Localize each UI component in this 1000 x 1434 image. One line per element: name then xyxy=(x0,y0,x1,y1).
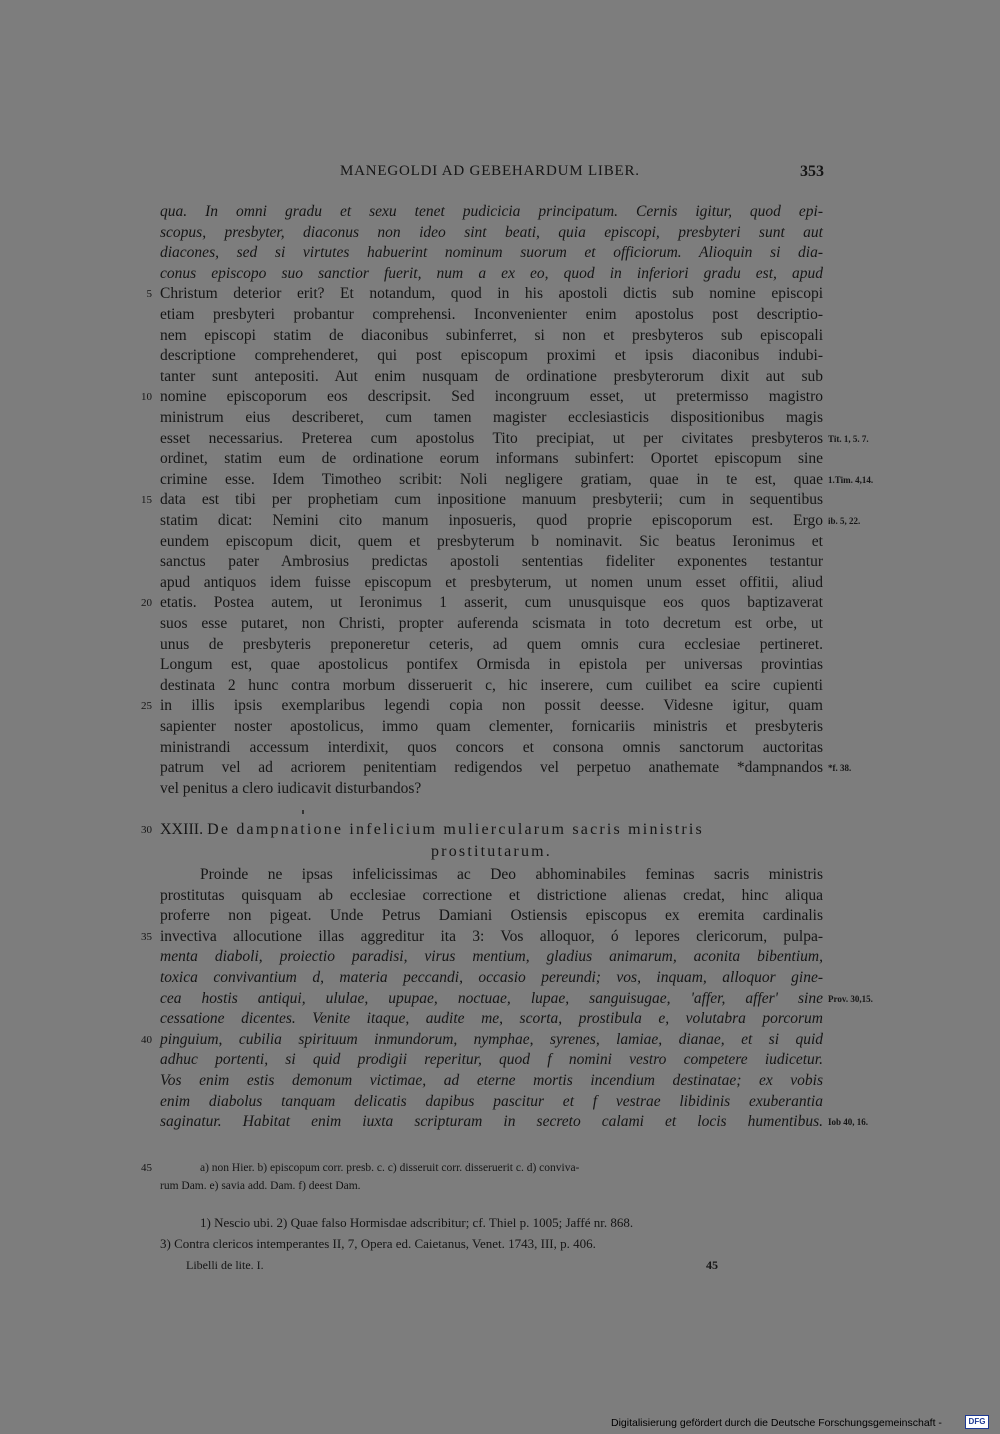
text-line: cea hostis antiqui, ululae, upupae, noctuae, lupae, sanguisugae, 'affer, affer' sine xyxy=(160,989,823,1007)
margin-citation: Tit. 1, 5. 7. xyxy=(828,433,869,444)
line-number: 25 xyxy=(141,700,152,713)
text-line: enim diabolus tanquam delicatis dapibus pascitur et f vestrae libidinis exuberantia xyxy=(160,1092,823,1110)
text-line: sanctus pater Ambrosius predictas apostoli sententias fideliter exponentes testantur xyxy=(160,553,823,571)
section-divider xyxy=(302,810,304,814)
text-line: nem episcopi statim de diaconibus subinferret, si non et presbyteros sub episcopali xyxy=(160,326,823,344)
line-number: 30 xyxy=(141,824,152,836)
margin-citation: 1.Tim. 4,14. xyxy=(828,474,874,485)
apparatus-line-2: rum Dam. e) savia add. Dam. f) deest Dam. xyxy=(160,1180,361,1192)
text-line: esset necessarius. Preterea cum apostolus Tito precipiat, ut per civitates presbyteros xyxy=(160,429,823,447)
signature-right: 45 xyxy=(706,1258,718,1272)
text-line: crimine esse. Idem Timotheo scribit: Noli negligere gratiam, quae in te est, quae xyxy=(160,470,823,488)
line-number: 15 xyxy=(141,494,152,507)
signature-left: Libelli de lite. I. xyxy=(186,1258,264,1272)
reference-note-1: 1) Nescio ubi. 2) Quae falso Hormisdae adscribitur; cf. Thiel p. 1005; Jaffé nr. 868. xyxy=(200,1215,634,1230)
text-line: invectiva allocutione illas aggreditur ita 3: Vos alloquor, ó lepores clericorum, pulpa- xyxy=(160,927,823,945)
apparatus-line-1: a) non Hier. b) episcopum corr. presb. c. c) disseruit corr. disseruerit c. d) conviva- xyxy=(200,1162,580,1174)
text-line: Proinde ne ipsas infelicissimas ac Deo abhominabiles feminas sacris ministris xyxy=(200,866,823,883)
text-line: prostitutas quisquam ab ecclesiae correctione et districtione alienas credat, hinc aliqua xyxy=(160,886,823,904)
margin-citation: Iob 40, 16. xyxy=(828,1117,869,1128)
text-line: destinata 2 hunc contra morbum disseruerit c, hic inserere, cum cuilibet ea scire cupienti xyxy=(160,676,823,694)
line-number: 20 xyxy=(141,597,152,610)
text-line: pinguium, cubilia spirituum inmundorum, nymphae, syrenes, lamiae, dianae, et si quid xyxy=(160,1030,823,1048)
text-line: scopus, presbyter, diaconus non ideo sint beati, quia episcopi, presbyteri sunt aut xyxy=(160,223,823,241)
text-line: in illis ipsis exemplaribus legendi copia non possit deesse. Videsne igitur, quam xyxy=(160,697,823,715)
chapter-title-continued: prostitutarum. xyxy=(430,843,552,860)
margin-citation: Prov. 30,15. xyxy=(828,993,873,1004)
text-line: adhuc portenti, si quid prodigii reperitur, quod f nomini vestro competere iudicetur. xyxy=(160,1051,823,1069)
text-line: saginatur. Habitat enim iuxta scripturam in secreto calami et locis humentibus. xyxy=(160,1113,823,1131)
text-line: eundem episcopum dicit, quem et presbyterum b nominavit. Sic beatus Ieronimus et xyxy=(160,532,823,550)
text-line: qua. In omni gradu et sexu tenet pudicicia principatum. Cernis igitur, quod epi- xyxy=(160,203,823,220)
margin-citation: *f. 38. xyxy=(828,763,852,774)
text-line: ministrum eius describeret, cum tamen magister ecclesiasticis dispositionibus magis xyxy=(160,409,823,426)
chapter-title: De dampnatione infelicium muliercularum sacris ministris xyxy=(207,821,704,838)
text-line: vel penitus a clero iudicavit disturbandos? xyxy=(160,779,422,797)
text-line: Christum deterior erit? Et notandum, quod in his apostoli dictis sub nomine episcopi xyxy=(160,285,823,303)
text-line: data est tibi per prophetiam cum inpositione manuum presbyterii; cum in sequentibus xyxy=(160,491,823,509)
margin-citation: ib. 5, 22. xyxy=(828,516,861,526)
text-line: menta diaboli, proiectio paradisi, virus mentium, gladius animarum, aconita bibentium, xyxy=(160,948,823,966)
line-number: 40 xyxy=(141,1033,152,1046)
line-number: 35 xyxy=(141,930,152,943)
chapter-heading xyxy=(160,820,823,840)
text-line: nomine episcoporum eos descripsit. Sed incongruum esset, ut pretermisso magistro xyxy=(160,388,823,406)
text-line: etiam presbyteri probantur comprehensi. Inconvenienter enim apostolus post descriptio- xyxy=(160,306,823,323)
running-title: MANEGOLDI AD GEBEHARDUM LIBER. xyxy=(340,163,640,179)
text-line: cessatione dicentes. Venite itaque, audite me, scorta, prostibula e, volutabra porcorum xyxy=(160,1010,823,1028)
line-number: 45 xyxy=(141,1162,152,1174)
digitization-credit: Digitalisierung gefördert durch die Deutsche Forschungsgemeinschaft - xyxy=(611,1417,942,1429)
text-line: patrum vel ad acriorem penitentiam redigendos vel perpetuo anathemate *dampnandos xyxy=(160,759,823,777)
text-line: etatis. Postea autem, ut Ieronimus 1 asserit, cum unusquisque eos quos baptizaverat xyxy=(160,594,823,612)
text-line: Vos enim estis demonum victimae, ad eterne mortis incendium destinatae; ex vobis xyxy=(160,1072,823,1089)
text-line: apud antiquos idem fuisse episcopum et presbyterum, ut nomen unum esset offitii, aliud xyxy=(160,573,823,591)
text-line: descriptione comprehenderet, qui post episcopum proximi et ipsis diaconibus indubi- xyxy=(160,347,823,365)
line-number: 10 xyxy=(141,391,152,404)
text-line: conus episcopo suo sanctior fuerit, num a ex eo, quod in inferiori gradu est, apud xyxy=(160,264,823,282)
text-line: toxica convivantium d, materia peccandi, occasio pereundi; vos, inquam, alloquor gine- xyxy=(160,969,823,986)
text-line: diacones, sed si virtutes habuerint nominum suorum et officiorum. Alioquin si dia- xyxy=(160,244,823,262)
text-line: sapienter noster apostolicus, immo quam clementer, fornicariis ministris et presbyteris xyxy=(160,718,823,735)
text-line: suos esse putaret, non Christi, propter auferenda scismata in toto decretum est orbe, ut xyxy=(160,615,823,632)
text-line: tanter sunt antepositi. Aut enim nusquam de ordinatione presbyterorum dixit aut sub xyxy=(160,367,823,385)
text-line: proferre non pigeat. Unde Petrus Damiani Ostiensis episcopus ex eremita cardinalis xyxy=(160,907,823,925)
running-header xyxy=(160,163,824,185)
page-number: 353 xyxy=(800,163,824,180)
text-line: Longum est, quae apostolicus pontifex Ormisda in epistola per universas provintias xyxy=(160,656,823,674)
text-line: ministrandi accessum interdixit, quos concors et consona omnis sanctorum auctoritas xyxy=(160,738,823,756)
text-line: unus de presbyteris preponeretur ceteris, ad quem omnis cura ecclesiae pertineret. xyxy=(160,635,823,653)
text-line: ordinet, statim eum de ordinatione eorum informans subinfert: Oportet episcopum sine xyxy=(160,450,823,468)
reference-note-2: 3) Contra clericos intemperantes II, 7, Opera ed. Caietanus, Venet. 1743, III, p. 406. xyxy=(160,1236,596,1251)
text-line: statim dicat: Nemini cito manum inposueris, quod proprie episcoporum est. Ergo xyxy=(160,512,823,529)
line-number: 5 xyxy=(146,288,152,301)
chapter-number: XXIII. xyxy=(160,821,204,838)
dfg-logo-icon: DFG xyxy=(965,1415,989,1429)
